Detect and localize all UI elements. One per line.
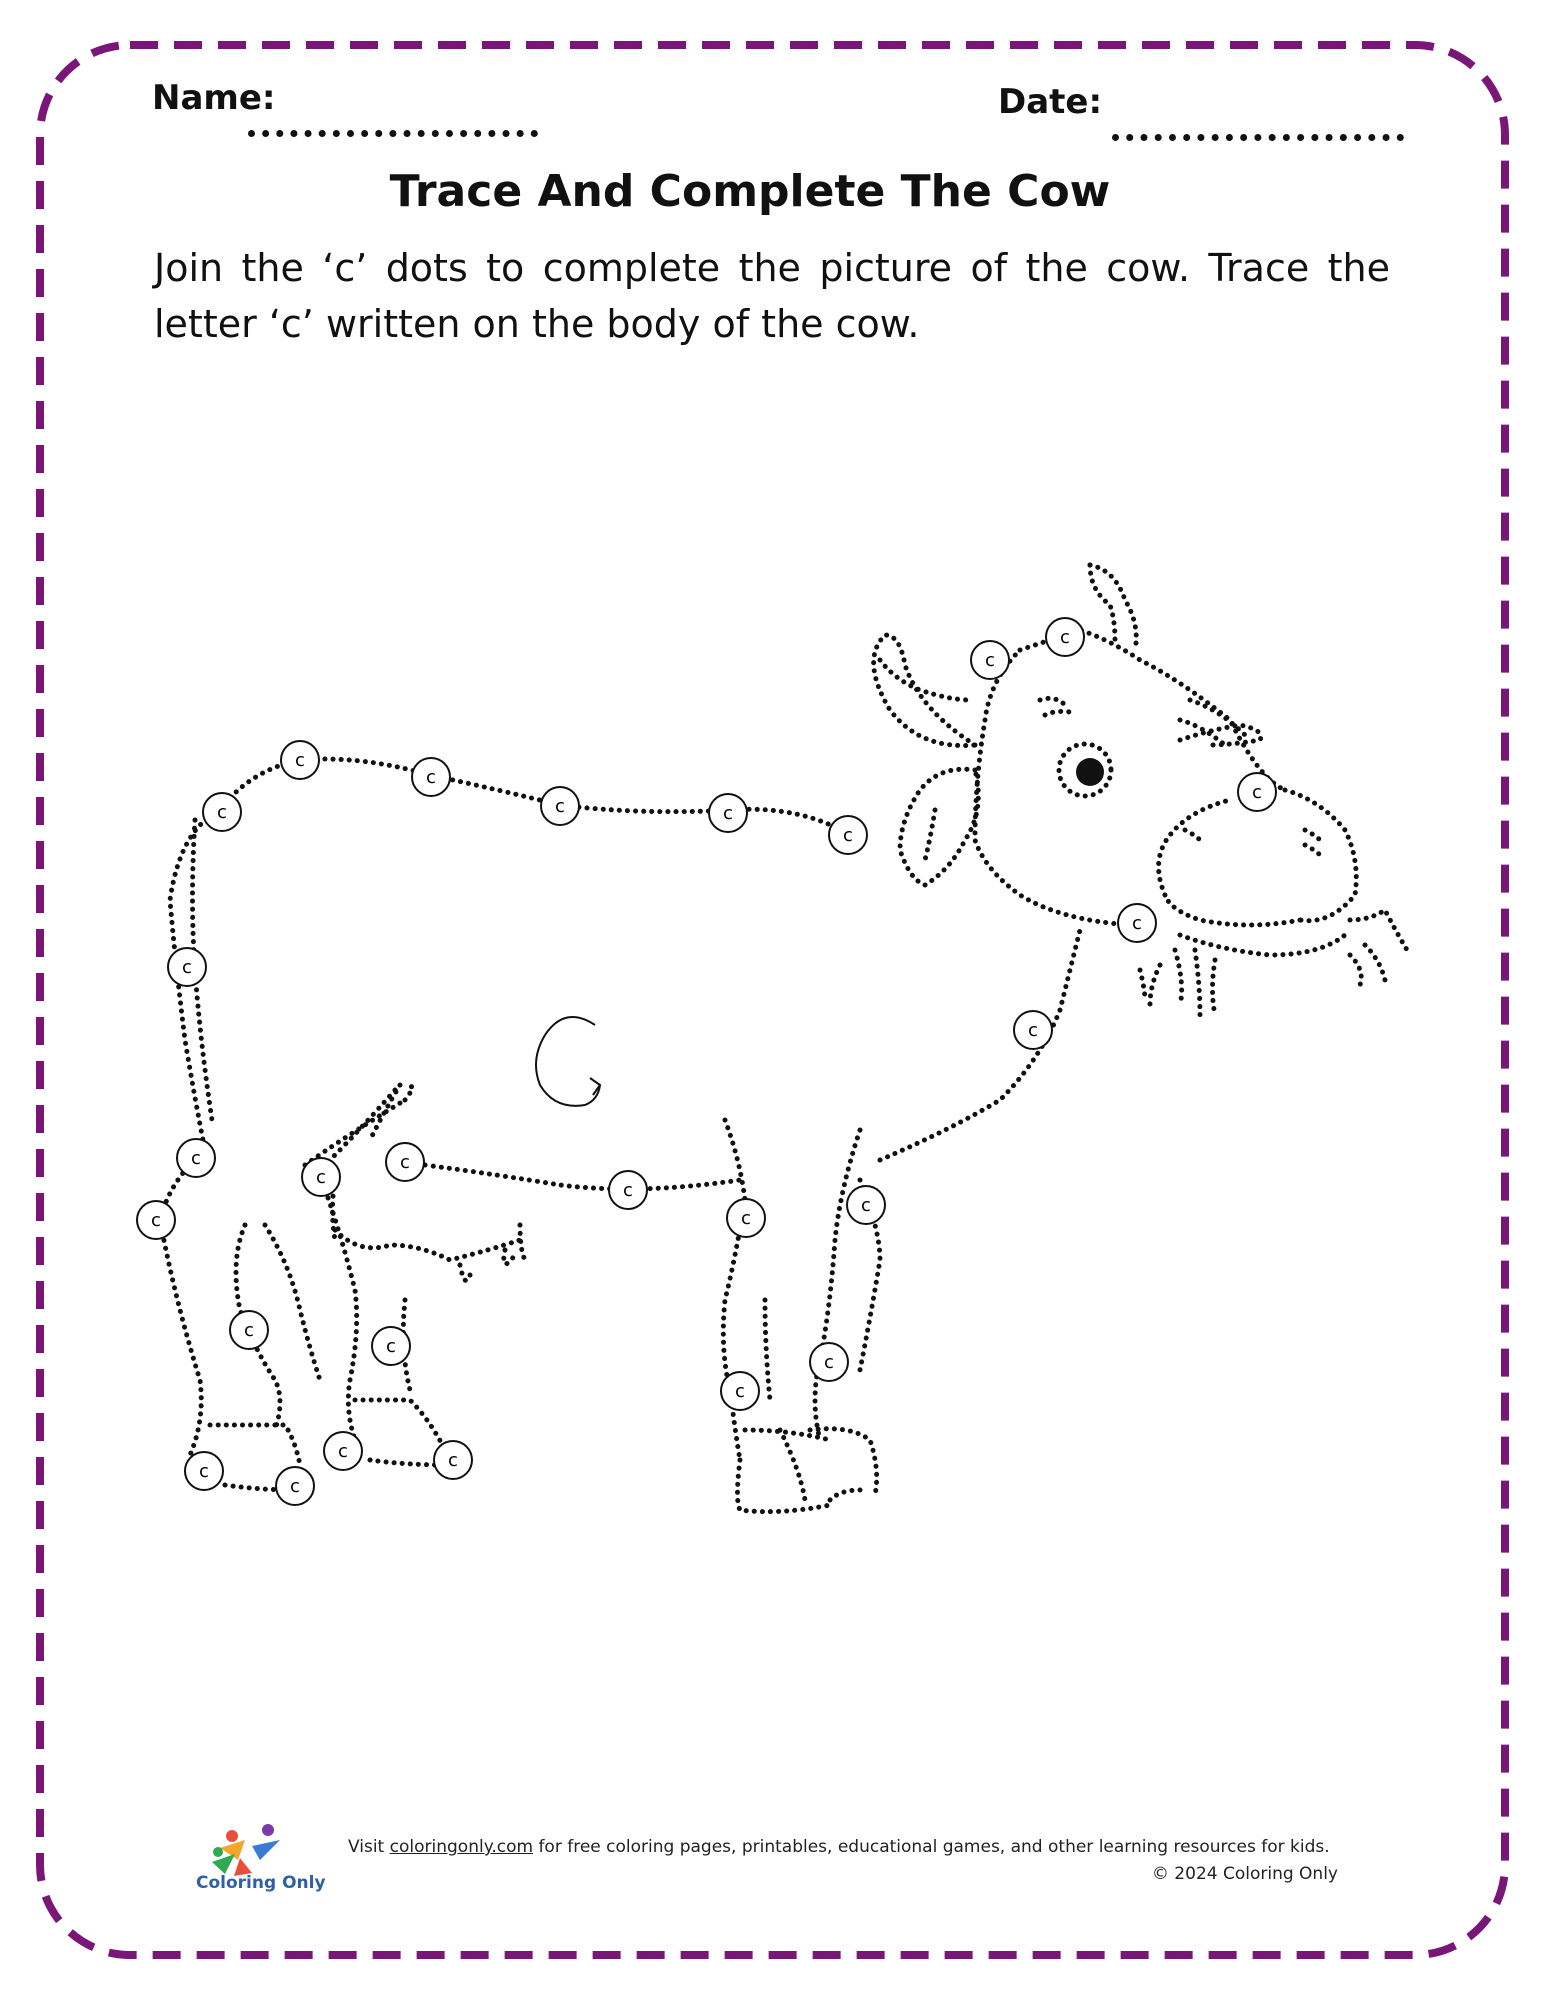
name-label: Name: <box>152 78 276 118</box>
svg-text:c: c <box>290 1476 300 1497</box>
c-dot[interactable] <box>324 1432 362 1470</box>
footer-copyright: © 2024 Coloring Only <box>1151 1864 1338 1884</box>
svg-text:c: c <box>426 767 436 788</box>
svg-text:c: c <box>741 1208 751 1229</box>
svg-text:c: c <box>386 1336 396 1357</box>
c-dot[interactable] <box>829 816 867 854</box>
footer-visit-prefix: Visit <box>348 1837 390 1857</box>
c-dot[interactable] <box>302 1158 340 1196</box>
svg-text:c: c <box>295 750 305 771</box>
footer-visit-suffix: for free coloring pages, printables, educational games, and other learning resources for kids. <box>533 1837 1330 1857</box>
svg-text:c: c <box>623 1180 633 1201</box>
c-dot[interactable] <box>137 1201 175 1239</box>
svg-text:c: c <box>182 957 192 978</box>
c-dot[interactable] <box>281 741 319 779</box>
trace-letter-c <box>536 1017 600 1106</box>
c-dot[interactable] <box>185 1452 223 1490</box>
svg-text:c: c <box>448 1450 458 1471</box>
svg-text:c: c <box>1252 782 1262 803</box>
svg-text:c: c <box>338 1441 348 1462</box>
c-dot[interactable] <box>1046 618 1084 656</box>
instructions-text: Join the ‘c’ dots to complete the picture of the cow. Trace the letter ‘c’ written on the body of the cow. <box>154 246 1390 346</box>
c-dot[interactable] <box>847 1186 885 1224</box>
svg-text:c: c <box>199 1461 209 1482</box>
svg-text:c: c <box>824 1352 834 1373</box>
svg-text:c: c <box>985 650 995 671</box>
cow-eye-pupil <box>1076 758 1104 786</box>
date-label: Date: <box>998 82 1103 122</box>
c-dot[interactable] <box>412 758 450 796</box>
c-dot[interactable] <box>727 1199 765 1237</box>
svg-text:c: c <box>555 796 565 817</box>
c-dot[interactable] <box>230 1311 268 1349</box>
svg-text:c: c <box>1132 913 1142 934</box>
svg-text:c: c <box>843 825 853 846</box>
svg-text:c: c <box>191 1148 201 1169</box>
svg-text:c: c <box>1060 627 1070 648</box>
c-dot[interactable] <box>971 641 1009 679</box>
svg-text:c: c <box>861 1195 871 1216</box>
footer-brand: Coloring Only <box>196 1873 326 1893</box>
c-dot[interactable] <box>1118 904 1156 942</box>
c-dot[interactable] <box>177 1139 215 1177</box>
c-dot[interactable] <box>434 1441 472 1479</box>
svg-text:c: c <box>735 1381 745 1402</box>
svg-text:c: c <box>244 1320 254 1341</box>
c-dot[interactable] <box>1014 1011 1052 1049</box>
footer-text <box>348 1834 1338 1888</box>
c-dot[interactable] <box>276 1467 314 1505</box>
svg-text:c: c <box>316 1167 326 1188</box>
worksheet-title-text: Trace And Complete The Cow <box>389 166 1111 217</box>
svg-text:c: c <box>151 1210 161 1231</box>
footer-line-1 <box>348 1834 1338 1861</box>
svg-text:c: c <box>723 803 733 824</box>
c-dot[interactable] <box>709 794 747 832</box>
svg-text:c: c <box>400 1152 410 1173</box>
c-dot[interactable] <box>168 948 206 986</box>
c-dot[interactable] <box>609 1171 647 1209</box>
c-dot[interactable] <box>541 787 579 825</box>
c-dot[interactable] <box>1238 773 1276 811</box>
c-dot[interactable] <box>810 1343 848 1381</box>
c-dot[interactable] <box>203 793 241 831</box>
c-dot[interactable] <box>372 1327 410 1365</box>
c-dot[interactable] <box>721 1372 759 1410</box>
footer-website-link[interactable]: coloringonly.com <box>389 1837 534 1857</box>
svg-text:c: c <box>217 802 227 823</box>
c-dot[interactable] <box>386 1143 424 1181</box>
svg-text:c: c <box>1028 1020 1038 1041</box>
